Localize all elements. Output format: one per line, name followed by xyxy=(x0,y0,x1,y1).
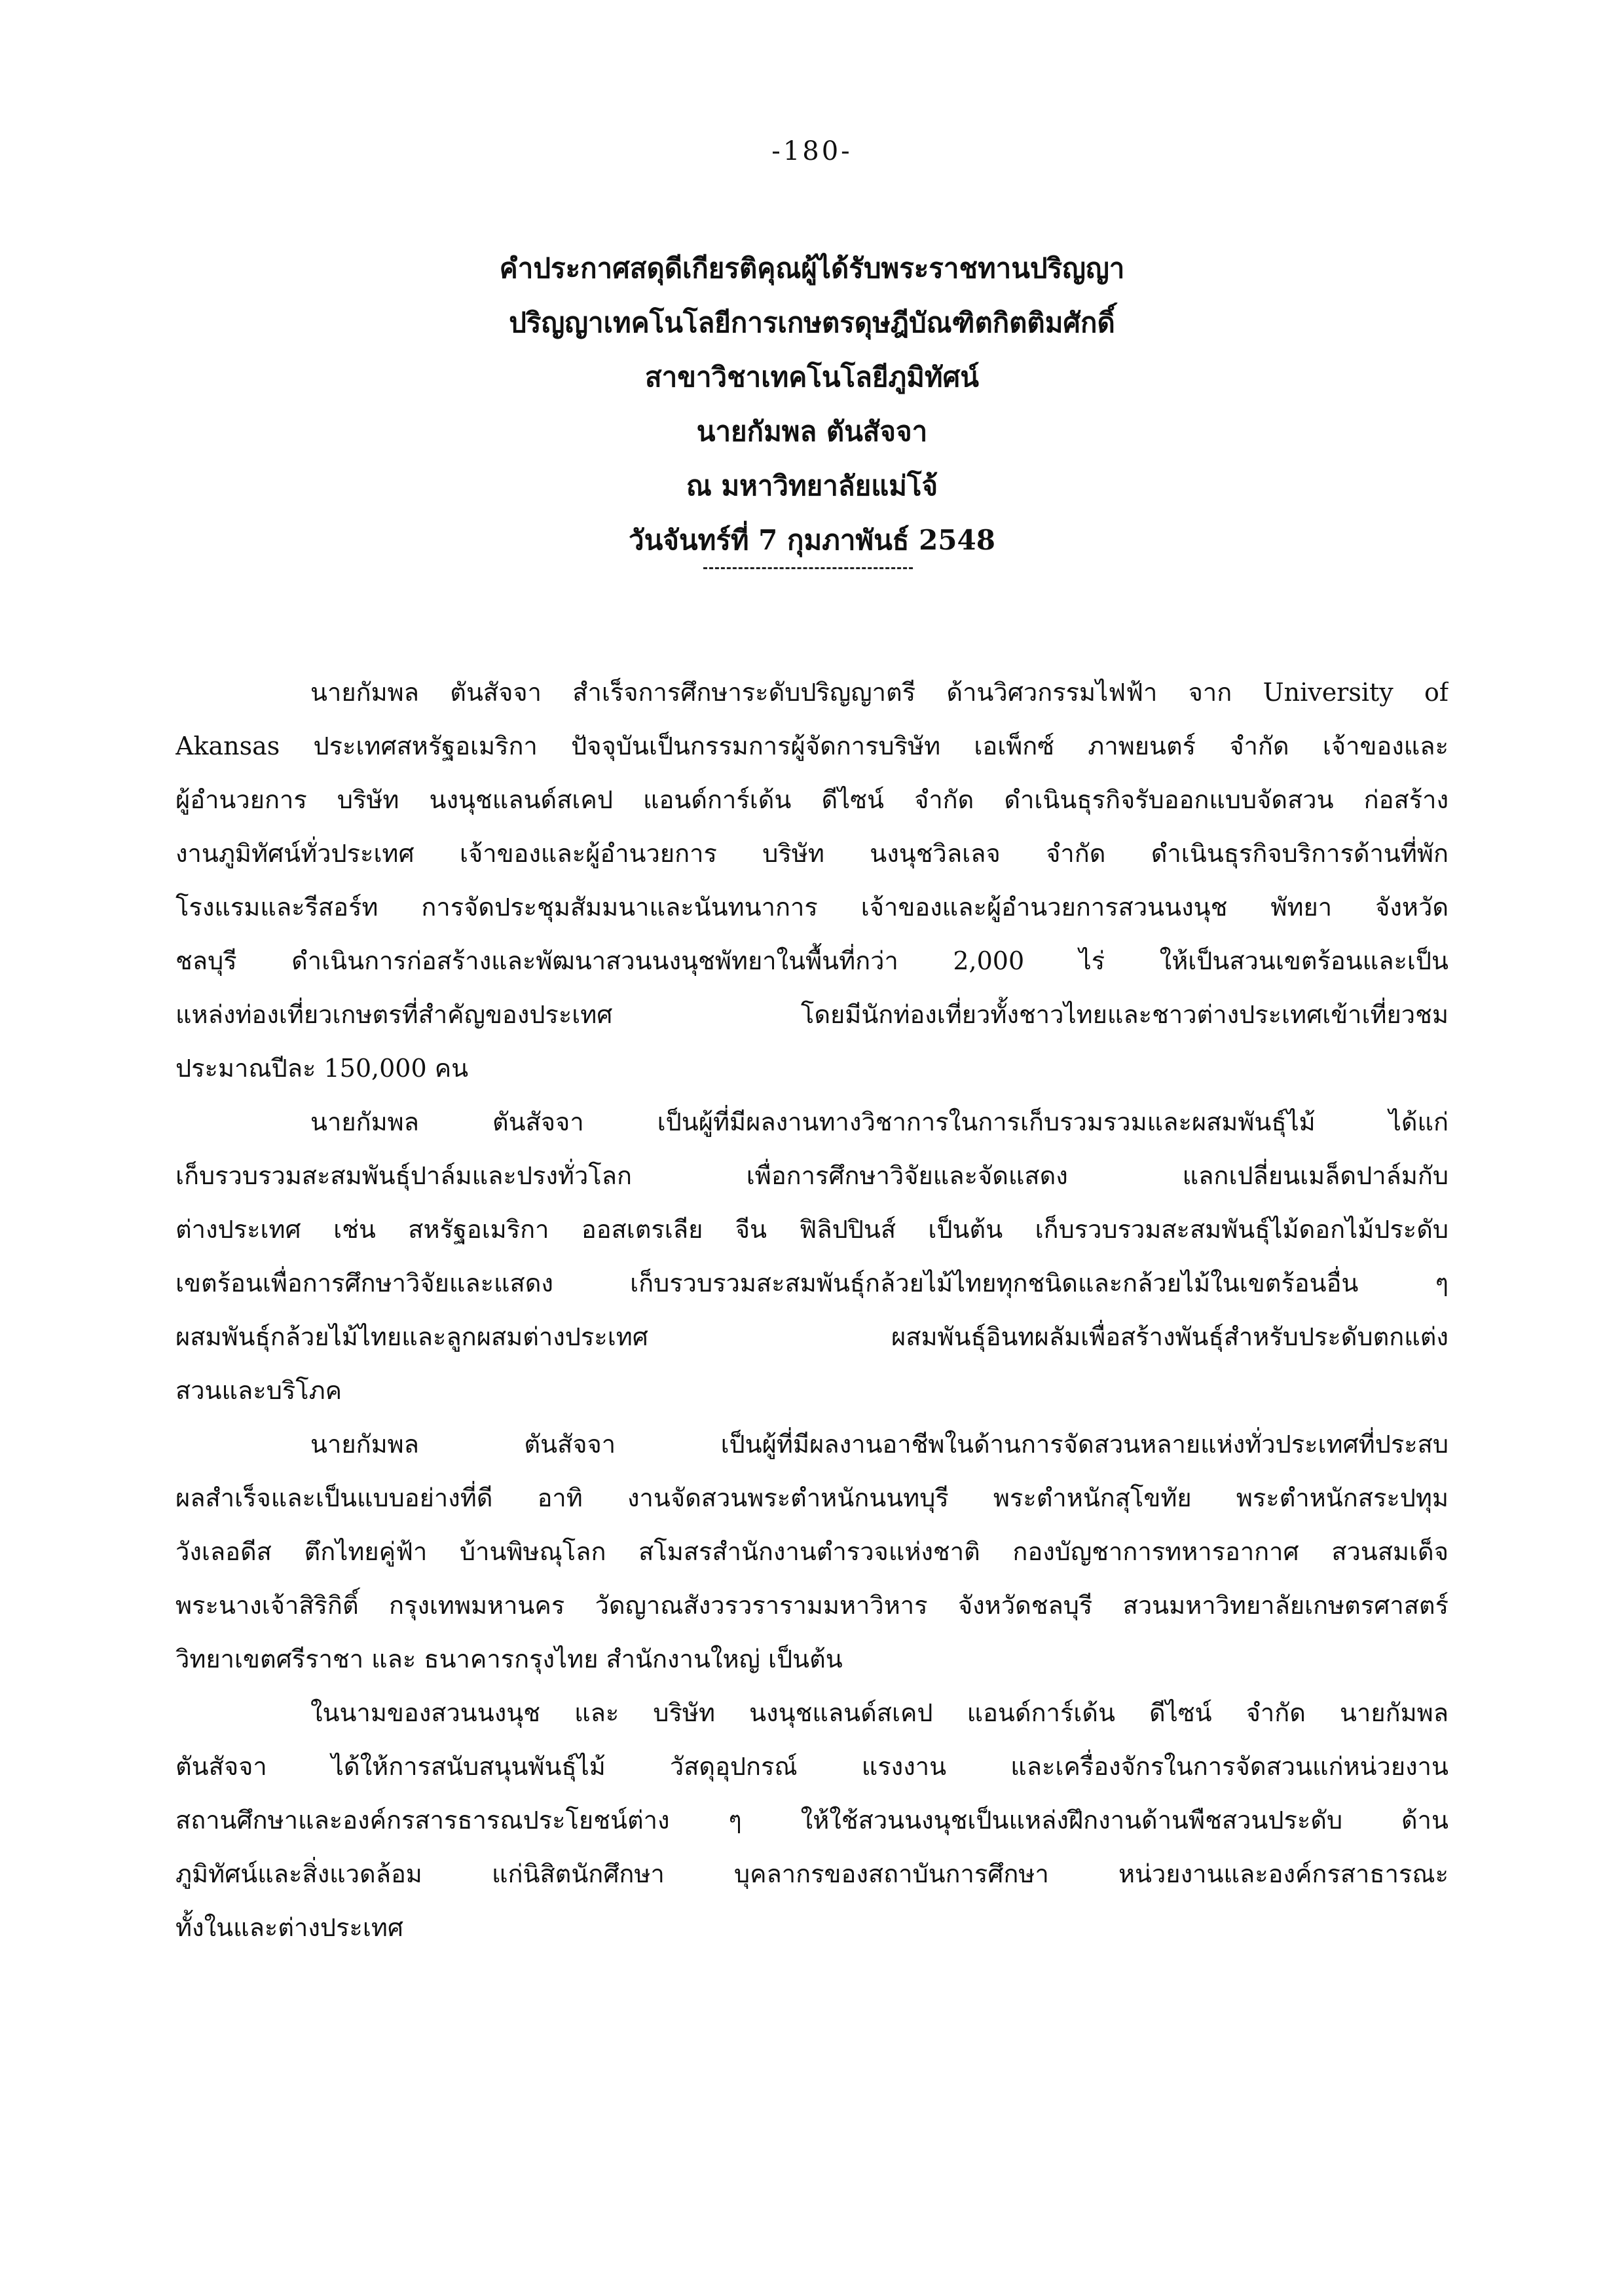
paragraph-line: ตันสัจจา ได้ให้การสนับสนุนพันธุ์ไม้ วัสดุอุปกรณ์ แรงงาน และเครื่องจักรในการจัดสวนแก่หน่วยงาน xyxy=(175,1752,1449,1781)
paragraph-line: ทั้งในและต่างประเทศ xyxy=(175,1913,403,1942)
paragraph-education-career xyxy=(175,665,1449,1095)
paragraph-line: นายกัมพล ตันสัจจา สำเร็จการศึกษาระดับปริญญาตรี ด้านวิศวกรรมไฟฟ้า จาก University of xyxy=(310,678,1449,707)
paragraph-line: ในนามของสวนนงนุช และ บริษัท นงนุชแลนด์สเคป แอนด์การ์เด้น ดีไซน์ จำกัด นายกัมพล xyxy=(310,1698,1449,1727)
paragraph-line: สวนและบริโภค xyxy=(175,1376,342,1405)
paragraph-line: ผลสำเร็จและเป็นแบบอย่างที่ดี อาทิ งานจัดสวนพระตำหนักนนทบุรี พระตำหนักสุโขทัย พระตำหนักสระปทุม xyxy=(175,1483,1449,1512)
paragraph-line: นายกัมพล ตันสัจจา เป็นผู้ที่มีผลงานทางวิชาการในการเก็บรวมรวมและผสมพันธุ์ไม้ ได้แก่ xyxy=(310,1108,1449,1136)
paragraph-line: วังเลอดีส ตึกไทยคู่ฟ้า บ้านพิษณุโลก สโมสรสำนักงานตำรวจแห่งชาติ กองบัญชาการทหารอากาศ สวนสมเด็จ xyxy=(175,1537,1449,1566)
heading-university: ณ มหาวิทยาลัยแม่โจ้ xyxy=(686,470,938,502)
paragraph-line: ภูมิทัศน์และสิ่งแวดล้อม แก่นิสิตนักศึกษา บุคลากรของสถาบันการศึกษา หน่วยงานและองค์กรสาธารณะ xyxy=(175,1859,1449,1888)
paragraph-line: สถานศึกษาและองค์กรสารธารณประโยชน์ต่าง ๆ ให้ใช้สวนนงนุชเป็นแหล่งฝึกงานด้านพืชสวนประดับ ด้าน xyxy=(175,1806,1449,1835)
heading-field: สาขาวิชาเทคโนโลยีภูมิทัศน์ xyxy=(645,361,979,393)
paragraph-line: Akansas ประเทศสหรัฐอเมริกา ปัจจุบันเป็นกรรมการผู้จัดการบริษัท เอเพ็กซ์ ภาพยนตร์ จำกัด เจ้าของและ xyxy=(175,732,1449,760)
heading-degree: ปริญญาเทคโนโลยีการเกษตรดุษฎีบัณฑิตกิตติมศักดิ์ xyxy=(509,307,1115,339)
paragraph-line: แหล่งท่องเที่ยวเกษตรที่สำคัญของประเทศ โดยมีนักท่องเที่ยวทั้งชาวไทยและชาวต่างประเทศเข้าเที่ยวชม xyxy=(175,1000,1449,1029)
paragraph-line: ผสมพันธุ์กล้วยไม้ไทยและลูกผสมต่างประเทศ ผสมพันธุ์อินทผลัมเพื่อสร้างพันธุ์สำหรับประดับตกแต่ง xyxy=(175,1322,1449,1351)
paragraph-professional-work xyxy=(175,1417,1449,1686)
paragraph-line: งานภูมิทัศน์ทั่วประเทศ เจ้าของและผู้อำนวยการ บริษัท นงนุชวิลเลจ จำกัด ดำเนินธุรกิจบริการด้านที่พัก xyxy=(175,839,1449,868)
heading-recipient-name: นายกัมพล ตันสัจจา xyxy=(696,415,928,447)
page-number: -180- xyxy=(771,136,853,166)
paragraph-academic-work xyxy=(175,1095,1449,1417)
paragraph-line: โรงแรมและรีสอร์ท การจัดประชุมสัมมนาและนันทนาการ เจ้าของและผู้อำนวยการสวนนงนุช พัทยา จังหวัด xyxy=(175,893,1449,922)
document-heading xyxy=(0,241,1624,567)
paragraph-line: ชลบุรี ดำเนินการก่อสร้างและพัฒนาสวนนงนุชพัทยาในพื้นที่กว่า 2,000 ไร่ ให้เป็นสวนเขตร้อนและเป็น xyxy=(175,946,1449,975)
paragraph-line: นายกัมพล ตันสัจจา เป็นผู้ที่มีผลงานอาชีพในด้านการจัดสวนหลายแห่งทั่วประเทศที่ประสบ xyxy=(310,1430,1449,1459)
document-body xyxy=(175,665,1449,1954)
paragraph-line: วิทยาเขตศรีราชา และ ธนาคารกรุงไทย สำนักงานใหญ่ เป็นต้น xyxy=(175,1645,843,1673)
paragraph-line: ผู้อำนวยการ บริษัท นงนุชแลนด์สเคป แอนด์การ์เด้น ดีไซน์ จำกัด ดำเนินธุรกิจรับออกแบบจัดสวน ก่อสร้าง xyxy=(175,785,1449,814)
paragraph-line: เก็บรวบรวมสะสมพันธุ์ปาล์มและปรงทั่วโลก เพื่อการศึกษาวิจัยและจัดแสดง แลกเปลี่ยนเมล็ดปาล์มกับ xyxy=(175,1161,1449,1190)
paragraph-line: ต่างประเทศ เช่น สหรัฐอเมริกา ออสเตรเลีย จีน ฟิลิปปินส์ เป็นต้น เก็บรวบรวมสะสมพันธุ์ไม้ดอกไม้ประดับ xyxy=(175,1215,1449,1244)
paragraph-line: พระนางเจ้าสิริกิติ์ กรุงเทพมหานคร วัดญาณสังวรวรารามมหาวิหาร จังหวัดชลบุรี สวนมหาวิทยาลัยเกษตรศาสตร์ xyxy=(175,1591,1449,1620)
dashed-separator xyxy=(703,567,913,569)
paragraph-line: เขตร้อนเพื่อการศึกษาวิจัยและแสดง เก็บรวบรวมสะสมพันธุ์กล้วยไม้ไทยทุกชนิดและกล้วยไม้ในเขตร้อนอื่น ๆ xyxy=(175,1269,1449,1297)
paragraph-public-support xyxy=(175,1686,1449,1954)
paragraph-line: ประมาณปีละ 150,000 คน xyxy=(175,1054,469,1083)
heading-title: คำประกาศสดุดีเกียรติคุณผู้ได้รับพระราชทานปริญญา xyxy=(499,252,1125,284)
heading-date: วันจันทร์ที่ 7 กุมภาพันธ์ 2548 xyxy=(629,524,995,556)
